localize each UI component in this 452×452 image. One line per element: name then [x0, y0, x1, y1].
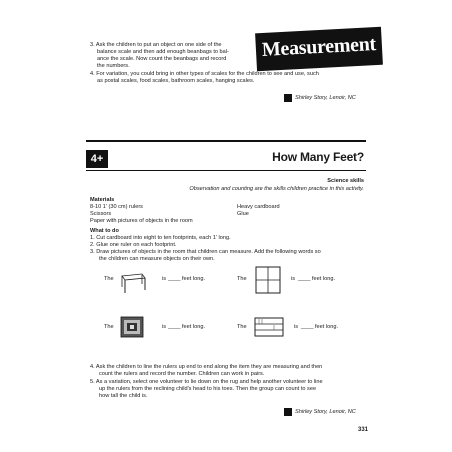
skills-text: Observation and counting are the skills children practice in this activity.	[189, 186, 364, 192]
ws-is: is	[162, 276, 167, 282]
shelf-icon	[255, 266, 281, 294]
step3-line1: 3. Ask the children to put an object on one side of the	[90, 42, 222, 48]
step3-line2: balance scale and then add enough beanbags to bal-	[97, 49, 229, 55]
credit-marker-icon	[284, 94, 292, 102]
ws-is: is	[291, 276, 296, 282]
step-2: 2. Glue one ruler on each footprint.	[90, 242, 177, 248]
ws-the: The	[104, 324, 114, 330]
activity-title: How Many Feet?	[272, 150, 364, 164]
material-item: Paper with pictures of objects in the room	[90, 218, 193, 224]
credit-marker-icon	[284, 408, 292, 416]
step-3-line2: the children can measure objects on their own.	[99, 256, 215, 262]
step4-line1: 4. For variation, you could bring in other types of scales for the children to see and use, such	[90, 71, 319, 77]
ws-the: The	[104, 276, 114, 282]
step-5-line2: up the rulers from the reclining child's head to his toes. Then the group can count to see	[99, 386, 317, 392]
ws-the: The	[237, 324, 247, 330]
page-number: 331	[357, 427, 368, 433]
top-credit: Shirley Story, Lenoir, NC	[295, 95, 356, 101]
bottom-credit: Shirley Story, Lenoir, NC	[295, 409, 356, 415]
bookshelf-icon	[254, 317, 284, 337]
step-3-line1: 3. Draw pictures of objects in the room that children can measure. Add the following words so	[90, 249, 321, 255]
ws-the: The	[237, 276, 247, 282]
divider-top	[86, 140, 366, 142]
material-item: Glue	[237, 211, 249, 217]
ws-is: is	[162, 324, 167, 330]
step-4-line1: 4. Ask the children to line the rulers up end to end along the item they are measuring and then	[90, 364, 323, 370]
table-icon	[120, 272, 146, 294]
step4-line2: as postal scales, food scales, bathroom scales, hanging scales.	[97, 78, 255, 84]
step3-line4: the numbers.	[97, 63, 130, 69]
material-item: Scissors	[90, 211, 112, 217]
ws-is: is	[294, 324, 299, 330]
section-banner	[255, 27, 383, 72]
ws-feet-long: ____ feet long.	[298, 276, 336, 282]
section-title: Measurement	[261, 33, 377, 61]
divider-title	[86, 170, 366, 171]
ws-feet-long: ____ feet long.	[168, 276, 206, 282]
material-item: Heavy cardboard	[237, 204, 280, 210]
step-4-line2: count the rulers and record the number. Children can work in pairs.	[99, 371, 265, 377]
rug-icon	[120, 316, 144, 338]
ws-feet-long: ____ feet long.	[168, 324, 206, 330]
material-item: 8-10 1' (30 cm) rulers	[90, 204, 143, 210]
whattodo-heading: What to do	[90, 228, 119, 234]
step-1: 1. Cut cardboard into eight to ten footprints, each 1' long.	[90, 235, 231, 241]
step3-line3: ance the scale. Now count the beanbags and record	[97, 56, 227, 62]
step-5-line3: how tall the child is.	[99, 393, 148, 399]
age-badge: 4+	[86, 150, 108, 168]
materials-heading: Materials	[90, 197, 115, 203]
step-5-line1: 5. As a variation, select one volunteer to lie down on the rug and help another volunteer to line	[90, 379, 323, 385]
skills-label: Science skills	[327, 178, 364, 184]
ws-feet-long: ____ feet long.	[301, 324, 339, 330]
